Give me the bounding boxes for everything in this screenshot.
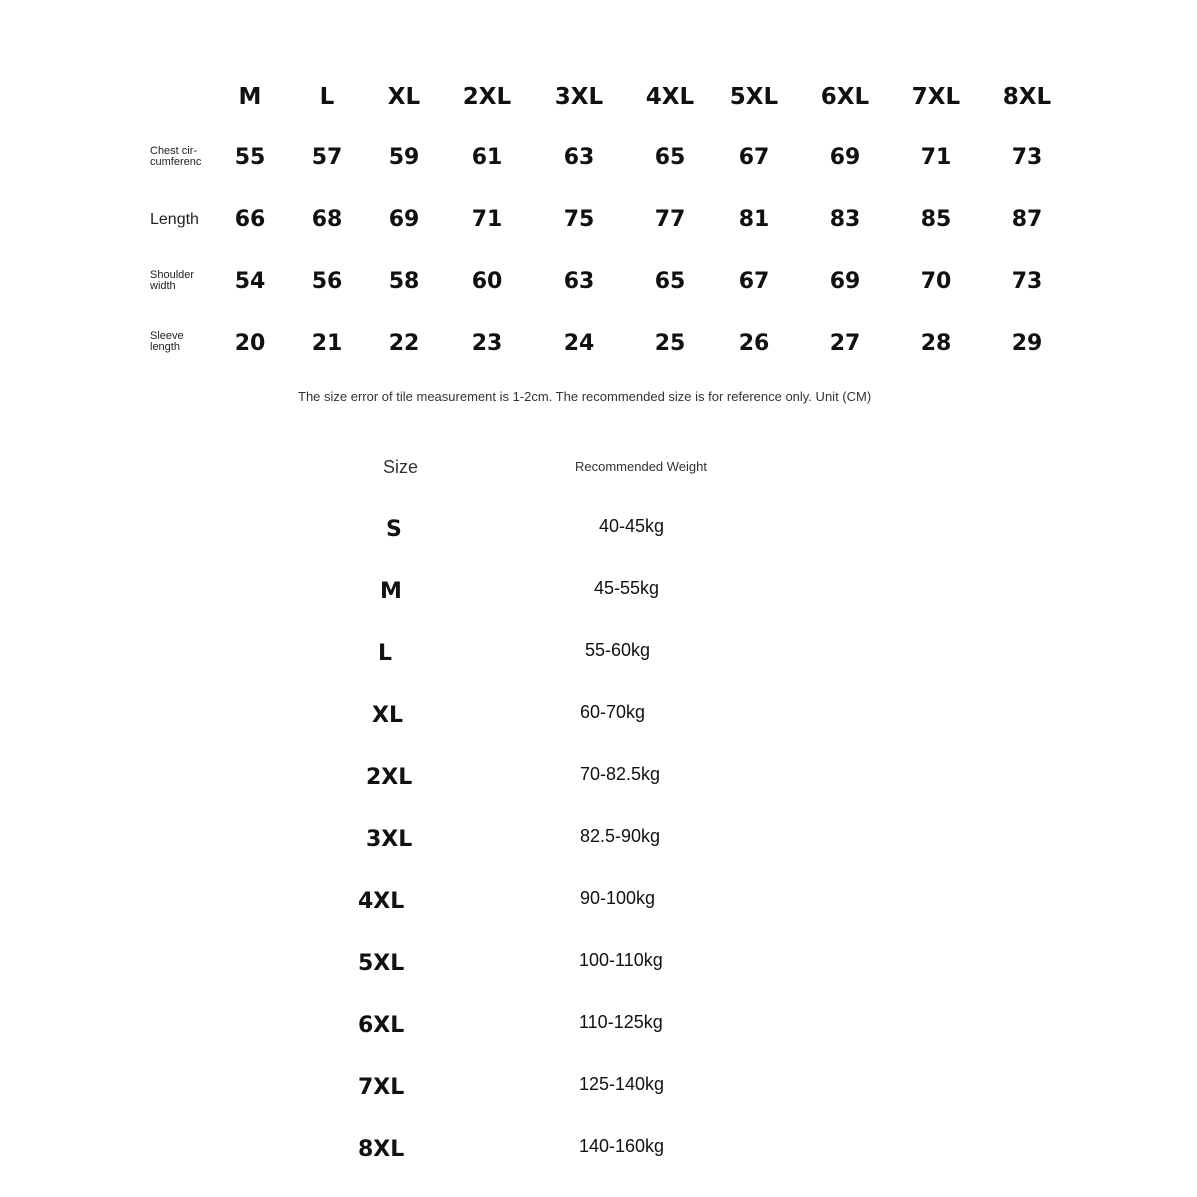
weight-row-value: 140-160kg: [579, 1136, 665, 1156]
row-label-line: Sleeve: [150, 330, 184, 342]
measurement-cell: 67: [738, 145, 770, 170]
size-column-header: 5XL: [729, 84, 779, 110]
weight-row-size: 5XL: [358, 951, 405, 976]
weight-row-size: 7XL: [358, 1075, 405, 1100]
weight-row-value: 40-45kg: [599, 516, 665, 536]
measurement-cell: 63: [563, 269, 595, 294]
weight-row-size: XL: [372, 703, 403, 728]
row-label-line: cumferenc: [150, 156, 202, 168]
measurement-cell: 70: [920, 269, 952, 294]
weight-row-size: S: [386, 517, 402, 542]
weight-row-value: 110-125kg: [579, 1012, 663, 1032]
measurement-row-label: [150, 210, 199, 230]
measurement-cell: 69: [829, 269, 861, 294]
measurement-cell: 66: [234, 207, 266, 232]
weight-row-value: 45-55kg: [594, 578, 660, 598]
measurement-cell: 71: [920, 145, 952, 170]
measurement-cell: 61: [471, 145, 503, 170]
measurement-cell: 57: [311, 145, 343, 170]
measurement-cell: 69: [829, 145, 861, 170]
measurement-cell: 28: [920, 331, 952, 356]
row-label-line: Length: [150, 211, 199, 228]
weight-row-size: 8XL: [358, 1137, 405, 1162]
measurement-cell: 69: [388, 207, 420, 232]
row-label-line: Chest cir-: [150, 145, 198, 157]
measurement-cell: 23: [471, 331, 503, 356]
measurement-cell: 83: [829, 207, 861, 232]
measurement-cell: 75: [563, 207, 595, 232]
weight-row-size: 2XL: [366, 765, 413, 790]
size-column-header: 4XL: [645, 84, 695, 110]
size-column-header: 2XL: [462, 84, 512, 110]
size-column-header: L: [319, 84, 335, 110]
measurement-cell: 60: [471, 269, 503, 294]
measurement-cell: 65: [654, 269, 686, 294]
row-label-line: Shoulder: [150, 269, 195, 281]
row-label-line: width: [150, 280, 176, 292]
weight-row-size: M: [380, 579, 402, 604]
measurement-cell: 87: [1011, 207, 1043, 232]
measurement-cell: 73: [1011, 269, 1043, 294]
measurement-cell: 21: [311, 331, 343, 356]
measurement-cell: 68: [311, 207, 343, 232]
row-label-line: length: [150, 341, 180, 353]
measurement-cell: 29: [1011, 331, 1043, 356]
measurement-row-label: [150, 270, 194, 292]
measurement-cell: 59: [388, 145, 420, 170]
weight-row-size: 6XL: [358, 1013, 405, 1038]
measurement-cell: 73: [1011, 145, 1043, 170]
weight-row-value: 100-110kg: [579, 950, 663, 970]
measurement-cell: 55: [234, 145, 266, 170]
measurement-cell: 26: [738, 331, 770, 356]
size-column-header: 3XL: [554, 84, 604, 110]
measurement-cell: 25: [654, 331, 686, 356]
measurement-cell: 27: [829, 331, 861, 356]
measurement-cell: 71: [471, 207, 503, 232]
size-column-header: M: [238, 84, 262, 110]
measurement-cell: 77: [654, 207, 686, 232]
weight-row-size: L: [378, 641, 393, 666]
measurement-cell: 67: [738, 269, 770, 294]
measurement-cell: 85: [920, 207, 952, 232]
weight-row-value: 70-82.5kg: [580, 764, 661, 784]
size-column-header: 7XL: [911, 84, 961, 110]
weight-row-value: 90-100kg: [580, 888, 656, 908]
measurement-row-label: [150, 331, 184, 353]
size-column-header: XL: [387, 84, 421, 110]
size-column-header: 6XL: [820, 84, 870, 110]
measurement-cell: 65: [654, 145, 686, 170]
weight-row-value: 125-140kg: [579, 1074, 665, 1094]
weight-row-value: 82.5-90kg: [580, 826, 661, 846]
measurement-cell: 24: [563, 331, 595, 356]
weight-row-size: 3XL: [366, 827, 413, 852]
weight-row-value: 55-60kg: [585, 640, 651, 660]
measurement-row-label: [150, 146, 201, 168]
measurement-cell: 22: [388, 331, 420, 356]
measurement-cell: 58: [388, 269, 420, 294]
weight-row-value: 60-70kg: [580, 702, 646, 722]
measurement-cell: 20: [234, 331, 266, 356]
measurement-cell: 54: [234, 269, 266, 294]
size-column-header: 8XL: [1002, 84, 1052, 110]
measurement-cell: 81: [738, 207, 770, 232]
measurement-note: The size error of tile measurement is 1-2cm. The recommended size is for reference only. Unit (CM): [298, 389, 872, 404]
measurement-cell: 56: [311, 269, 343, 294]
measurement-cell: 63: [563, 145, 595, 170]
weight-row-size: 4XL: [358, 889, 405, 914]
weight-table-size-header: Size: [383, 457, 419, 477]
weight-table-weight-header: Recommended Weight: [575, 459, 707, 474]
